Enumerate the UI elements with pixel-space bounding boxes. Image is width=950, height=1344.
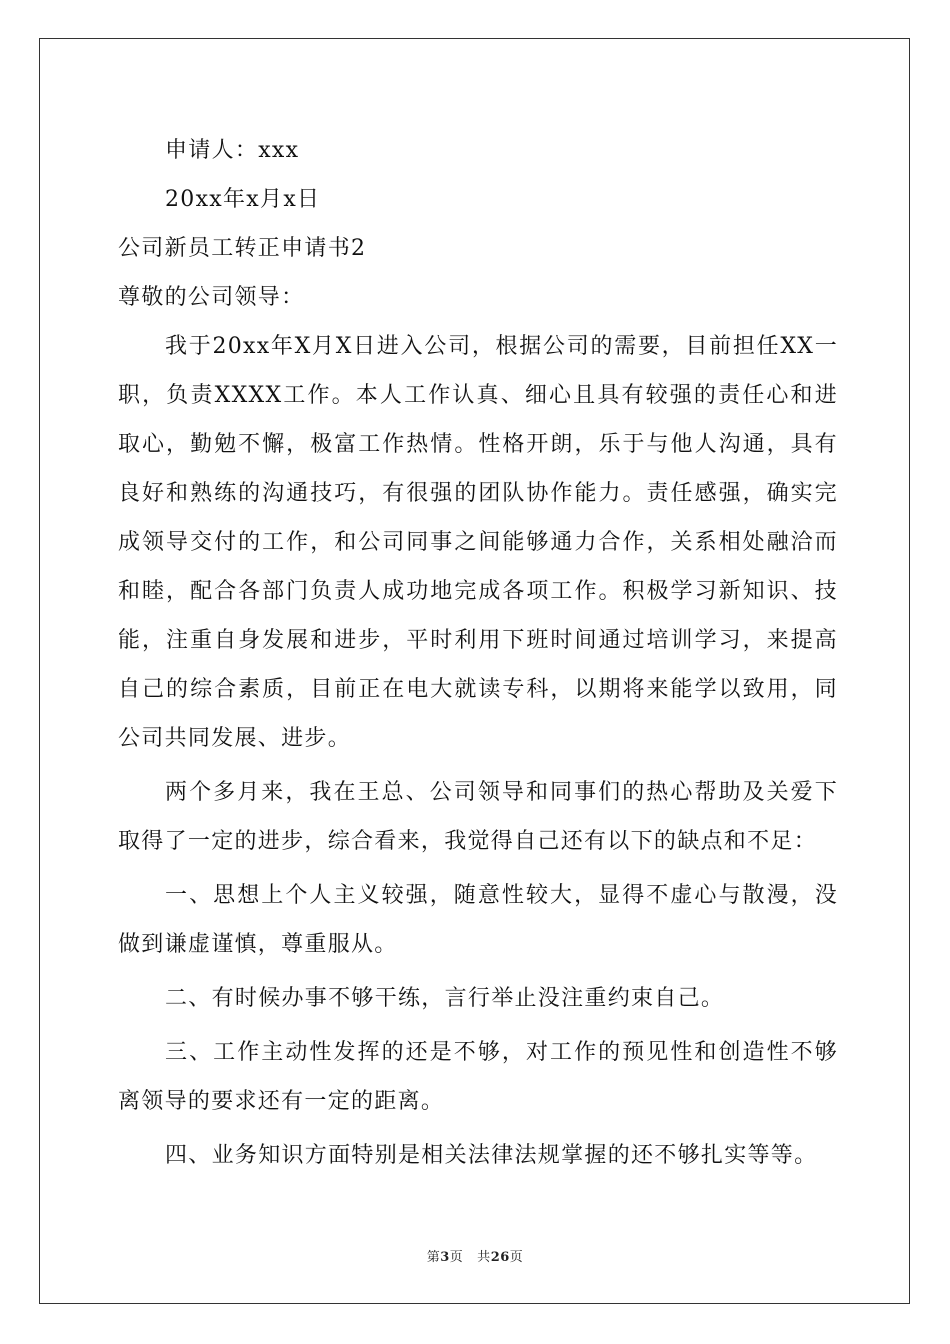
total-suffix: 页	[509, 1250, 524, 1265]
salutation: 尊敬的公司领导：	[118, 285, 305, 310]
paragraph-point-4: 四、业务知识方面特别是相关法律法规掌握的还不够扎实等等。	[165, 1143, 818, 1168]
page-number: 3	[440, 1250, 450, 1265]
document-title: 公司新员工转正申请书2	[118, 236, 367, 261]
document-body	[118, 126, 838, 1180]
date-line: 20xx年x月x日	[165, 187, 321, 212]
paragraph-summary: 两个多月来，我在王总、公司领导和同事们的热心帮助及关爱下取得了一定的进步，综合看来，我觉得自己还有以下的缺点和不足：	[118, 780, 838, 854]
page-suffix: 页	[449, 1250, 464, 1265]
page-footer	[0, 1246, 950, 1265]
total-pages: 26	[490, 1250, 510, 1265]
paragraph-point-3: 三、工作主动性发挥的还是不够，对工作的预见性和创造性不够离领导的要求还有一定的距离。	[118, 1040, 838, 1114]
paragraph-point-2: 二、有时候办事不够干练，言行举止没注重约束自己。	[165, 986, 725, 1011]
page-prefix: 第	[426, 1250, 441, 1265]
total-prefix: 共	[477, 1250, 491, 1265]
paragraph-point-1: 一、思想上个人主义较强，随意性较大，显得不虚心与散漫，没做到谦虚谨慎，尊重服从。	[118, 883, 838, 957]
applicant-line: 申请人：xxx	[165, 138, 300, 163]
paragraph-intro: 我于20xx年X月X日进入公司，根据公司的需要，目前担任XX一职，负责XXXX工作。本人工作认真、细心且具有较强的责任心和进取心，勤勉不懈，极富工作热情。性格开朗，乐于与他人沟通，具有良好和熟练的沟通技巧，有很强的团队协作能力。责任感强，确实完成领导交付的工作，和公司同事之间能够通力合作，关系相处融洽而和睦，配合各部门负责人成功地完成各项工作。积极学习新知识、技能，注重自身发展和进步，平时利用下班时间通过培训学习，来提高自己的综合素质，目前正在电大就读专科，以期将来能学以致用，同公司共同发展、进步。	[118, 334, 838, 751]
